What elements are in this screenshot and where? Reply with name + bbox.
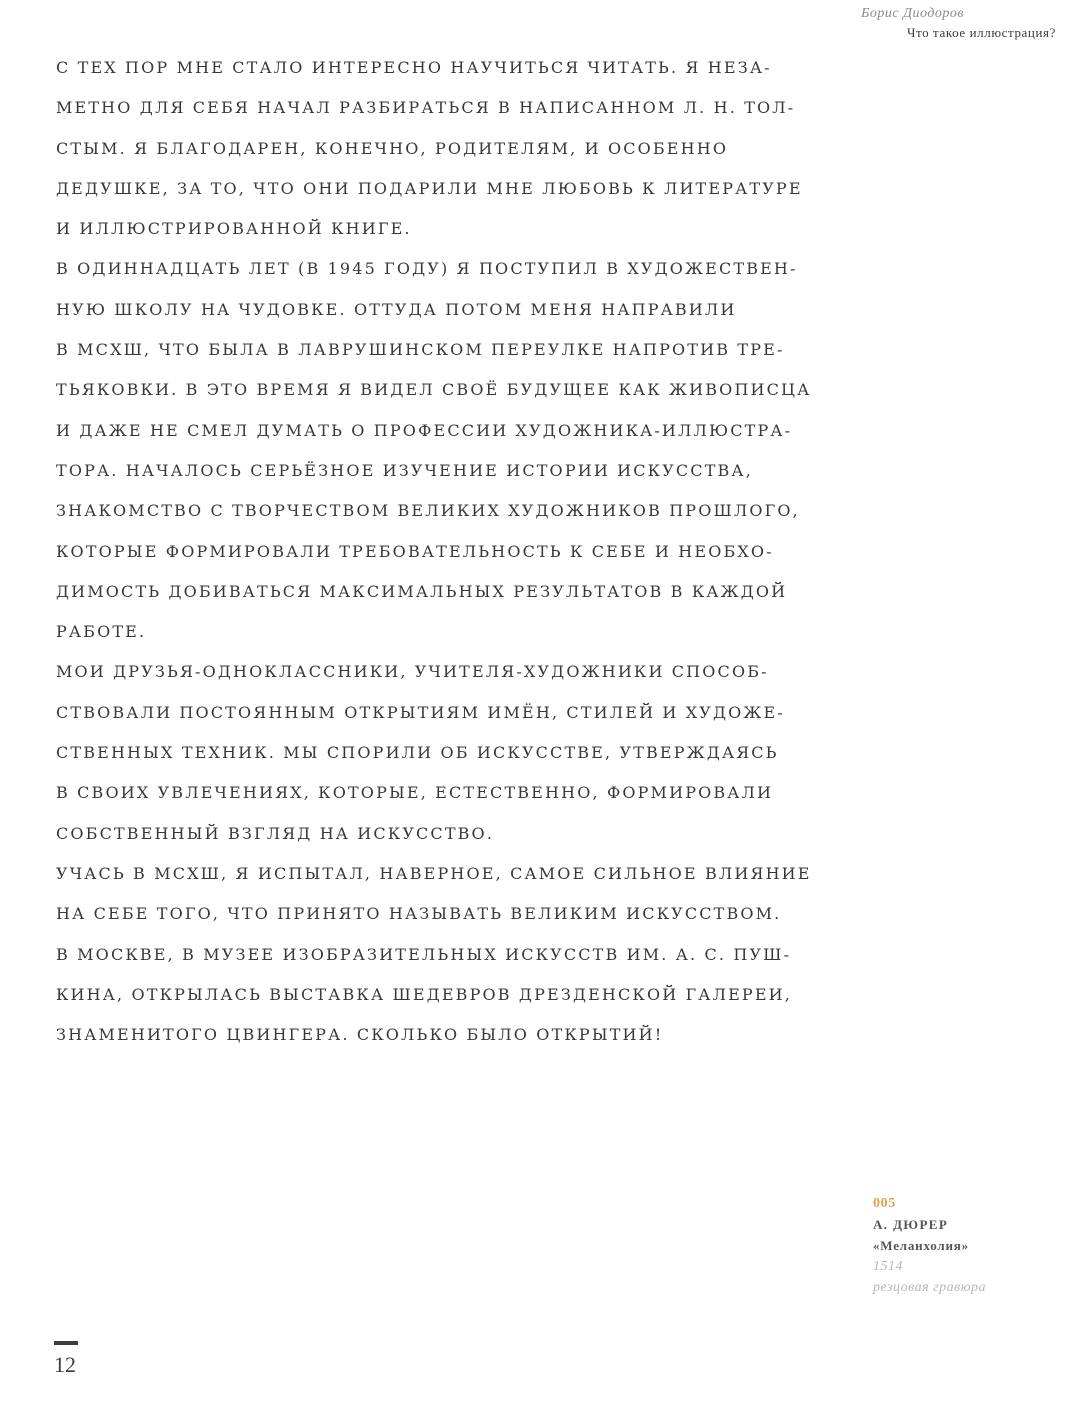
text-line: ЗНАКОМСТВО С ТВОРЧЕСТВОМ ВЕЛИКИХ ХУДОЖНИКОВ ПРОШЛОГО, <box>56 501 800 521</box>
body-text <box>56 48 876 1055</box>
text-line: НУЮ ШКОЛУ НА ЧУДОВКЕ. ОТТУДА ПОТОМ МЕНЯ НАПРАВИЛИ <box>56 299 737 319</box>
text-line: С ТЕХ ПОР МНЕ СТАЛО ИНТЕРЕСНО НАУЧИТЬСЯ ЧИТАТЬ. Я НЕЗА- <box>56 58 772 77</box>
text-line: И ИЛЛЮСТРИРОВАННОЙ КНИГЕ. <box>56 219 412 239</box>
text-line: КИНА, ОТКРЫЛАСЬ ВЫСТАВКА ШЕДЕВРОВ ДРЕЗДЕНСКОЙ ГАЛЕРЕИ, <box>56 984 792 1004</box>
header-author: Борис Диодоров <box>861 6 964 21</box>
caption-work-title: «Меланхолия» <box>873 1238 969 1253</box>
header-title: Что такое иллюстрация? <box>906 25 1056 40</box>
text-line: В СВОИХ УВЛЕЧЕНИЯХ, КОТОРЫЕ, ЕСТЕСТВЕННО, ФОРМИРОВАЛИ <box>56 783 774 803</box>
text-line: В МСХШ, ЧТО БЫЛА В ЛАВРУШИНСКОМ ПЕРЕУЛКЕ НАПРОТИВ ТРЕ- <box>56 340 785 360</box>
text-line: ДЕДУШКЕ, ЗА ТО, ЧТО ОНИ ПОДАРИЛИ МНЕ ЛЮБОВЬ К ЛИТЕРАТУРЕ <box>56 178 803 198</box>
caption-technique: резцовая гравюра <box>873 1280 987 1295</box>
running-header <box>861 4 1056 42</box>
page-number: 12 <box>54 1352 76 1377</box>
text-line: МЕТНО ДЛЯ СЕБЯ НАЧАЛ РАЗБИРАТЬСЯ В НАПИСАННОМ Л. Н. ТОЛ- <box>56 98 796 118</box>
text-line: МОИ ДРУЗЬЯ-ОДНОКЛАССНИКИ, УЧИТЕЛЯ-ХУДОЖНИКИ СПОСОБ- <box>56 662 769 682</box>
text-line: ЗНАМЕНИТОГО ЦВИНГЕРА. СКОЛЬКО БЫЛО ОТКРЫТИЙ! <box>56 1025 664 1045</box>
caption-artist: А. ДЮРЕР <box>873 1217 949 1232</box>
text-line: СТВЕННЫХ ТЕХНИК. МЫ СПОРИЛИ ОБ ИСКУССТВЕ, УТВЕРЖДАЯСЬ <box>56 743 779 763</box>
text-line: В МОСКВЕ, В МУЗЕЕ ИЗОБРАЗИТЕЛЬНЫХ ИСКУССТВ ИМ. А. С. ПУШ- <box>56 944 792 964</box>
text-line: НА СЕБЕ ТОГО, ЧТО ПРИНЯТО НАЗЫВАТЬ ВЕЛИКИМ ИСКУССТВОМ. <box>56 904 782 924</box>
text-line: СТВОВАЛИ ПОСТОЯННЫМ ОТКРЫТИЯМ ИМЁН, СТИЛЕЙ И ХУДОЖЕ- <box>56 702 785 722</box>
figure-caption <box>873 1193 986 1298</box>
text-line: СОБСТВЕННЫЙ ВЗГЛЯД НА ИСКУССТВО. <box>56 823 495 843</box>
text-line: В ОДИННАДЦАТЬ ЛЕТ (В 1945 ГОДУ) Я ПОСТУПИЛ В ХУДОЖЕСТВЕН- <box>56 259 798 279</box>
text-line: РАБОТЕ. <box>56 622 147 642</box>
caption-number: 005 <box>873 1196 896 1211</box>
text-line: УЧАСЬ В МСХШ, Я ИСПЫТАЛ, НАВЕРНОЕ, САМОЕ СИЛЬНОЕ ВЛИЯНИЕ <box>56 863 812 883</box>
text-line: СТЫМ. Я БЛАГОДАРЕН, КОНЕЧНО, РОДИТЕЛЯМ, И ОСОБЕННО <box>56 138 729 158</box>
text-line: ТЬЯКОВКИ. В ЭТО ВРЕМЯ Я ВИДЕЛ СВОЁ БУДУЩЕЕ КАК ЖИВОПИСЦА <box>56 380 812 400</box>
text-line: И ДАЖЕ НЕ СМЕЛ ДУМАТЬ О ПРОФЕССИИ ХУДОЖНИКА-ИЛЛЮСТРА- <box>56 420 793 440</box>
caption-year: 1514 <box>873 1259 903 1274</box>
text-line: ТОРА. НАЧАЛОСЬ СЕРЬЁЗНОЕ ИЗУЧЕНИЕ ИСТОРИИ ИСКУССТВА, <box>56 460 753 480</box>
text-line: КОТОРЫЕ ФОРМИРОВАЛИ ТРЕБОВАТЕЛЬНОСТЬ К СЕБЕ И НЕОБХО- <box>56 541 774 561</box>
page-number-rule <box>54 1341 78 1345</box>
text-line: ДИМОСТЬ ДОБИВАТЬСЯ МАКСИМАЛЬНЫХ РЕЗУЛЬТАТОВ В КАЖДОЙ <box>56 581 788 601</box>
